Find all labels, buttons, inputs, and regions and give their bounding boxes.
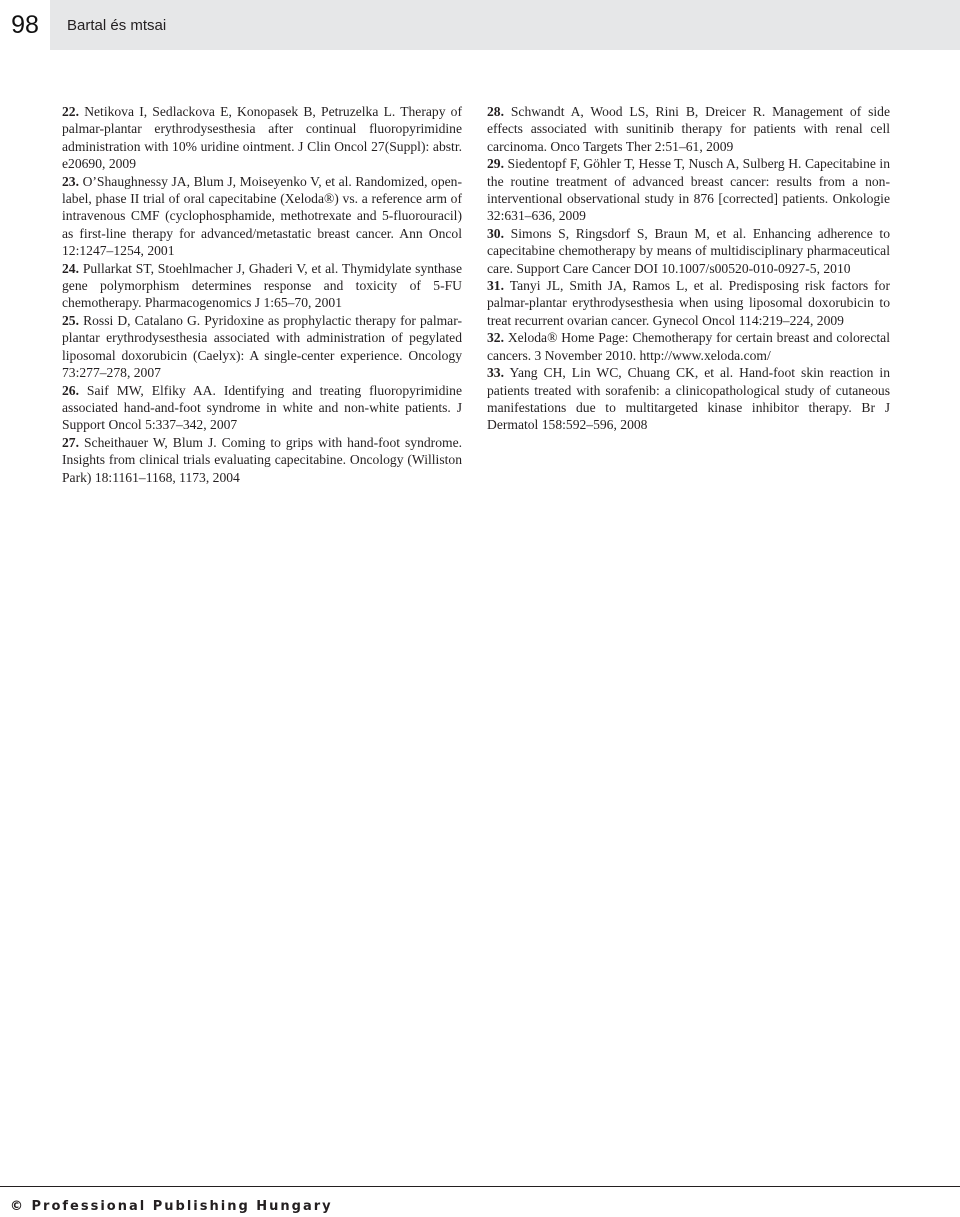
reference-text: O’Shaughnessy JA, Blum J, Moiseyenko V, et al. Randomized, open-label, phase II trial of oral capecitabine (Xeloda®) vs. a reference arm of intravenous CMF (cyclophosphamide, methotrexate and 5-fluorouracil) as first-line therapy for advanced/metastatic breast cancer. Ann Oncol 12:1247–1254, 2001	[62, 173, 462, 259]
reference-27	[62, 434, 462, 486]
reference-text: Scheithauer W, Blum J. Coming to grips with hand-foot syndrome. Insights from clinical trials evaluating capecitabine. Oncology (Williston Park) 18:1161–1168, 1173, 2004	[62, 434, 463, 485]
reference-text: Netikova I, Sedlackova E, Konopasek B, Petruzelka L. Therapy of palmar-plantar erythrodysesthesia after continual fluoropyrimidine administration with 10% uridine ointment. J Clin Oncol 27(Suppl): abstr. e20690, 2009	[62, 104, 462, 172]
reference-24	[62, 260, 462, 312]
references-left-column	[62, 103, 462, 486]
footer-copyright: © Professional Publishing Hungary	[10, 1199, 333, 1214]
reference-number: 24.	[62, 260, 79, 276]
footer-divider	[0, 1186, 960, 1187]
reference-33	[487, 364, 890, 434]
reference-number: 22.	[62, 104, 79, 119]
reference-text: Saif MW, Elfiky AA. Identifying and treating fluoropyrimidine associated hand-and-foot syndrome in white and non-white patients. J Support Oncol 5:337–342, 2007	[62, 382, 462, 433]
reference-31	[487, 277, 890, 329]
header-band	[50, 0, 960, 50]
references-right-column	[487, 103, 890, 434]
reference-number: 28.	[487, 104, 504, 119]
reference-text: Simons S, Ringsdorf S, Braun M, et al. Enhancing adherence to capecitabine chemotherapy by means of multidisciplinary pharmaceutical care. Support Care Cancer DOI 10.1007/s00520-010-0927-5, 2010	[487, 225, 890, 276]
reference-text: Siedentopf F, Göhler T, Hesse T, Nusch A, Sulberg H. Capecitabine in the routine treatment of advanced breast cancer: results from a non-interventional observational study in 876 [corrected] patients. Onkologie 32:631–636, 2009	[487, 156, 890, 224]
running-head: Bartal és mtsai	[67, 16, 167, 34]
reference-text: Rossi D, Catalano G. Pyridoxine as prophylactic therapy for palmar-plantar erythrodysesthesia associated with administration of pegylated liposomal doxorubicin (Caelyx): A single-center experience. Oncology 73:277–278, 2007	[62, 312, 462, 381]
reference-25	[62, 312, 462, 382]
reference-number: 23.	[62, 173, 79, 189]
reference-text: Xeloda® Home Page: Chemotherapy for certain breast and colorectal cancers. 3 November 2010. http://www.xeloda.com/	[487, 330, 890, 363]
reference-23	[62, 173, 462, 260]
reference-number: 25.	[62, 312, 79, 328]
reference-text: Schwandt A, Wood LS, Rini B, Dreicer R. Management of side effects associated with sunitinib therapy for patients with renal cell carcinoma. Onco Targets Ther 2:51–61, 2009	[487, 104, 890, 154]
reference-22	[62, 103, 462, 173]
reference-text: Pullarkat ST, Stoehlmacher J, Ghaderi V, et al. Thymidylate synthase gene polymorphism determines response and toxicity of 5-FU chemotherapy. Pharmacogenomics J 1:65–70, 2001	[62, 260, 462, 311]
reference-29	[487, 155, 890, 225]
page-header	[0, 0, 960, 50]
reference-number: 26.	[62, 382, 79, 398]
reference-number: 33.	[487, 365, 504, 381]
reference-number: 31.	[487, 278, 504, 294]
reference-number: 29.	[487, 156, 504, 172]
reference-text: Yang CH, Lin WC, Chuang CK, et al. Hand-foot skin reaction in patients treated with sorafenib: a clinicopathological study of cutaneous manifestations due to multitargeted kinase inhibitor therapy. Br J Dermatol 158:592–596, 2008	[487, 365, 890, 433]
reference-number: 30.	[487, 225, 504, 241]
reference-number: 32.	[487, 330, 504, 346]
reference-text: Tanyi JL, Smith JA, Ramos L, et al. Predisposing risk factors for palmar-plantar erythrodysesthesia when using liposomal doxorubicin to treat recurrent ovarian cancer. Gynecol Oncol 114:219–224, 2009	[487, 278, 890, 328]
reference-30	[487, 225, 890, 277]
page-number: 98	[0, 0, 50, 50]
reference-28	[487, 103, 890, 155]
reference-26	[62, 382, 462, 434]
reference-32	[487, 329, 890, 364]
reference-number: 27.	[62, 434, 79, 450]
